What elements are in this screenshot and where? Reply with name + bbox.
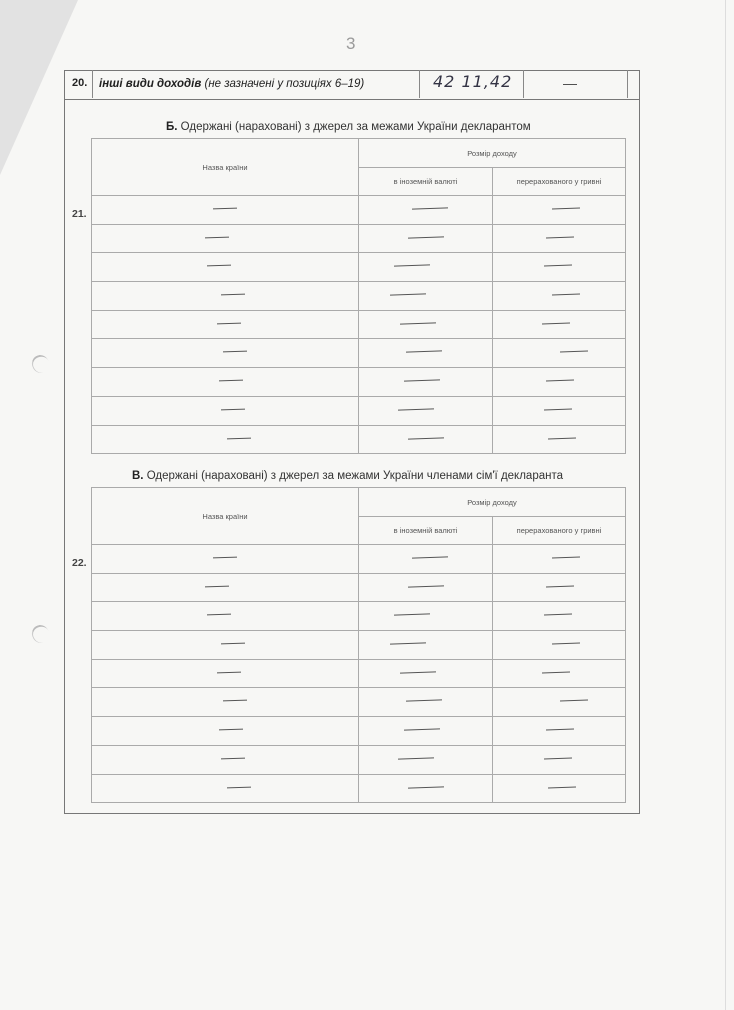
section-c-uah-cell <box>493 659 626 688</box>
page-number: 3 <box>346 34 356 53</box>
handwritten-dash <box>552 208 580 210</box>
section-c-country-header-text: Назва країни <box>202 511 248 521</box>
handwritten-dash <box>227 786 251 788</box>
handwritten-dash <box>221 643 245 645</box>
section-c-row <box>92 745 626 774</box>
section-c-title-text: Одержані (нараховані) з джерел за межами України членами сім'ї декларанта <box>146 470 563 482</box>
handwritten-dash <box>397 408 433 410</box>
handwritten-dash <box>544 408 572 410</box>
handwritten-dash <box>207 614 231 616</box>
section-b-foreign-cell <box>359 425 493 454</box>
section-b-country-header <box>92 139 359 196</box>
section-c-row <box>92 602 626 631</box>
handwritten-dash <box>221 408 245 410</box>
handwritten-dash <box>546 236 574 238</box>
section-b-title <box>166 121 531 133</box>
section-b-uah-cell <box>493 396 626 425</box>
row-20-second-value: — <box>563 75 577 91</box>
handwritten-dash <box>407 437 443 439</box>
section-c-country-cell <box>92 774 359 803</box>
section-c-row <box>92 659 626 688</box>
page-edge <box>725 0 726 1010</box>
section-c-table <box>91 487 626 803</box>
row-20-number: 20. <box>72 77 88 89</box>
section-b-foreign-header-text: в іноземній валюті <box>393 177 458 186</box>
section-b-row <box>92 310 626 339</box>
section-b-foreign-cell <box>359 368 493 397</box>
section-b-foreign-cell <box>359 310 493 339</box>
section-b-uah-header <box>493 168 626 196</box>
section-c-row <box>92 545 626 574</box>
punch-hole-top <box>29 353 51 376</box>
section-b-title-text: Одержані (нараховані) з джерел за межами України декларантом <box>180 121 531 133</box>
section-c-foreign-cell <box>359 774 493 803</box>
handwritten-dash <box>399 671 435 673</box>
handwritten-dash <box>399 322 435 324</box>
handwritten-dash <box>560 700 588 702</box>
handwritten-dash <box>227 437 251 439</box>
handwritten-dash <box>407 585 443 587</box>
section-c-uah-header <box>493 517 626 545</box>
section-b-country-cell <box>92 282 359 311</box>
section-b-uah-cell <box>493 339 626 368</box>
section-c-country-cell <box>92 573 359 602</box>
section-b-letter: Б. <box>166 121 178 133</box>
handwritten-dash <box>205 585 229 587</box>
section-c-foreign-cell <box>359 659 493 688</box>
section-c-letter: В. <box>132 470 144 482</box>
handwritten-dash <box>548 786 576 788</box>
row-20 <box>64 70 640 100</box>
section-b-foreign-header <box>359 168 493 196</box>
section-c-country-header <box>92 488 359 545</box>
section-b-uah-cell <box>493 224 626 253</box>
section-b-row <box>92 282 626 311</box>
section-c-uah-cell <box>493 602 626 631</box>
section-b-row <box>92 224 626 253</box>
handwritten-dash <box>213 557 237 559</box>
section-c-uah-cell <box>493 631 626 660</box>
handwritten-dash <box>217 671 241 673</box>
section-b-uah-cell <box>493 310 626 339</box>
handwritten-dash <box>542 671 570 673</box>
section-b-foreign-cell <box>359 224 493 253</box>
handwritten-dash <box>397 757 433 759</box>
section-b-country-cell <box>92 396 359 425</box>
handwritten-dash <box>213 208 237 210</box>
section-c-country-cell <box>92 545 359 574</box>
section-b-foreign-cell <box>359 253 493 282</box>
handwritten-dash <box>405 351 441 353</box>
handwritten-dash <box>546 380 574 382</box>
section-c-foreign-cell <box>359 631 493 660</box>
section-c-row <box>92 717 626 746</box>
section-c-country-cell <box>92 717 359 746</box>
section-b-rows <box>92 196 626 454</box>
handwritten-dash <box>411 207 447 209</box>
handwritten-dash <box>403 379 439 381</box>
section-c-row <box>92 688 626 717</box>
handwritten-dash <box>544 614 572 616</box>
handwritten-dash <box>221 294 245 296</box>
section-c-foreign-cell <box>359 602 493 631</box>
handwritten-dash <box>542 322 570 324</box>
handwritten-dash <box>407 236 443 238</box>
section-c-foreign-cell <box>359 545 493 574</box>
section-b-income-header <box>359 139 626 168</box>
section-c-country-cell <box>92 602 359 631</box>
section-b-income-header-text: Розмір доходу <box>467 148 517 158</box>
handwritten-dash <box>546 585 574 587</box>
handwritten-dash <box>219 729 243 731</box>
section-c-country-cell <box>92 659 359 688</box>
section-b-country-header-text: Назва країни <box>202 162 248 172</box>
section-b-country-cell <box>92 310 359 339</box>
section-b-country-cell <box>92 224 359 253</box>
section-b-uah-cell <box>493 282 626 311</box>
section-c-title <box>132 470 563 482</box>
handwritten-dash <box>223 351 247 353</box>
section-c-foreign-cell <box>359 573 493 602</box>
section-b-uah-cell <box>493 196 626 225</box>
section-b-country-cell <box>92 339 359 368</box>
section-b-row <box>92 396 626 425</box>
section-b-foreign-cell <box>359 282 493 311</box>
row-20-label-main: інші види доходів <box>99 78 202 90</box>
section-c-row <box>92 573 626 602</box>
handwritten-dash <box>217 322 241 324</box>
section-c-income-header-text: Розмір доходу <box>467 497 517 507</box>
row-20-label <box>99 78 364 90</box>
section-b-uah-cell <box>493 253 626 282</box>
handwritten-dash <box>389 642 425 644</box>
punch-hole-bottom <box>29 623 51 646</box>
handwritten-dash <box>544 757 572 759</box>
row-20-divider <box>419 70 420 98</box>
row-20-box <box>92 70 628 98</box>
section-c-uah-cell <box>493 774 626 803</box>
handwritten-dash <box>544 265 572 267</box>
handwritten-dash <box>403 728 439 730</box>
section-b-country-cell <box>92 368 359 397</box>
section-c-foreign-cell <box>359 688 493 717</box>
section-b-uah-cell <box>493 368 626 397</box>
section-b-foreign-cell <box>359 396 493 425</box>
section-b-country-cell <box>92 425 359 454</box>
handwritten-dash <box>207 265 231 267</box>
handwritten-dash <box>552 294 580 296</box>
row-20-divider-2 <box>523 70 524 98</box>
section-c-foreign-cell <box>359 745 493 774</box>
handwritten-dash <box>393 265 429 267</box>
section-c-uah-cell <box>493 717 626 746</box>
row-20-value: 42 11,42 <box>433 72 513 91</box>
section-c-row <box>92 774 626 803</box>
section-b-row <box>92 196 626 225</box>
section-c-income-header <box>359 488 626 517</box>
handwritten-dash <box>548 437 576 439</box>
section-b-country-cell <box>92 196 359 225</box>
section-c-uah-cell <box>493 573 626 602</box>
handwritten-dash <box>389 293 425 295</box>
section-c-foreign-header-text: в іноземній валюті <box>393 526 458 535</box>
section-c-uah-header-text: перерахованого у гривні <box>516 526 602 535</box>
section-b-row <box>92 339 626 368</box>
handwritten-dash <box>546 729 574 731</box>
section-b-uah-cell <box>493 425 626 454</box>
section-c-row <box>92 631 626 660</box>
section-c-uah-cell <box>493 745 626 774</box>
section-c-row-number: 22. <box>72 557 87 569</box>
section-c-country-cell <box>92 631 359 660</box>
section-c-foreign-cell <box>359 717 493 746</box>
handwritten-dash <box>223 700 247 702</box>
section-c-country-cell <box>92 688 359 717</box>
section-b-row <box>92 253 626 282</box>
handwritten-dash <box>219 380 243 382</box>
handwritten-dash <box>560 351 588 353</box>
handwritten-dash <box>393 614 429 616</box>
section-b-table <box>91 138 626 454</box>
handwritten-dash <box>552 557 580 559</box>
row-20-label-note: (не зазначені у позиціях 6–19) <box>204 78 365 90</box>
handwritten-dash <box>205 236 229 238</box>
section-b-foreign-cell <box>359 339 493 368</box>
section-c-uah-cell <box>493 545 626 574</box>
section-b-row <box>92 425 626 454</box>
handwritten-dash <box>405 700 441 702</box>
handwritten-dash <box>407 786 443 788</box>
section-b-country-cell <box>92 253 359 282</box>
section-c-uah-cell <box>493 688 626 717</box>
handwritten-dash <box>552 643 580 645</box>
handwritten-dash <box>221 757 245 759</box>
section-b-uah-header-text: перерахованого у гривні <box>516 177 602 186</box>
section-c-country-cell <box>92 745 359 774</box>
section-c-foreign-header <box>359 517 493 545</box>
section-b-foreign-cell <box>359 196 493 225</box>
section-b-row-number: 21. <box>72 208 87 220</box>
section-c-rows <box>92 545 626 803</box>
section-b-row <box>92 368 626 397</box>
handwritten-dash <box>411 556 447 558</box>
